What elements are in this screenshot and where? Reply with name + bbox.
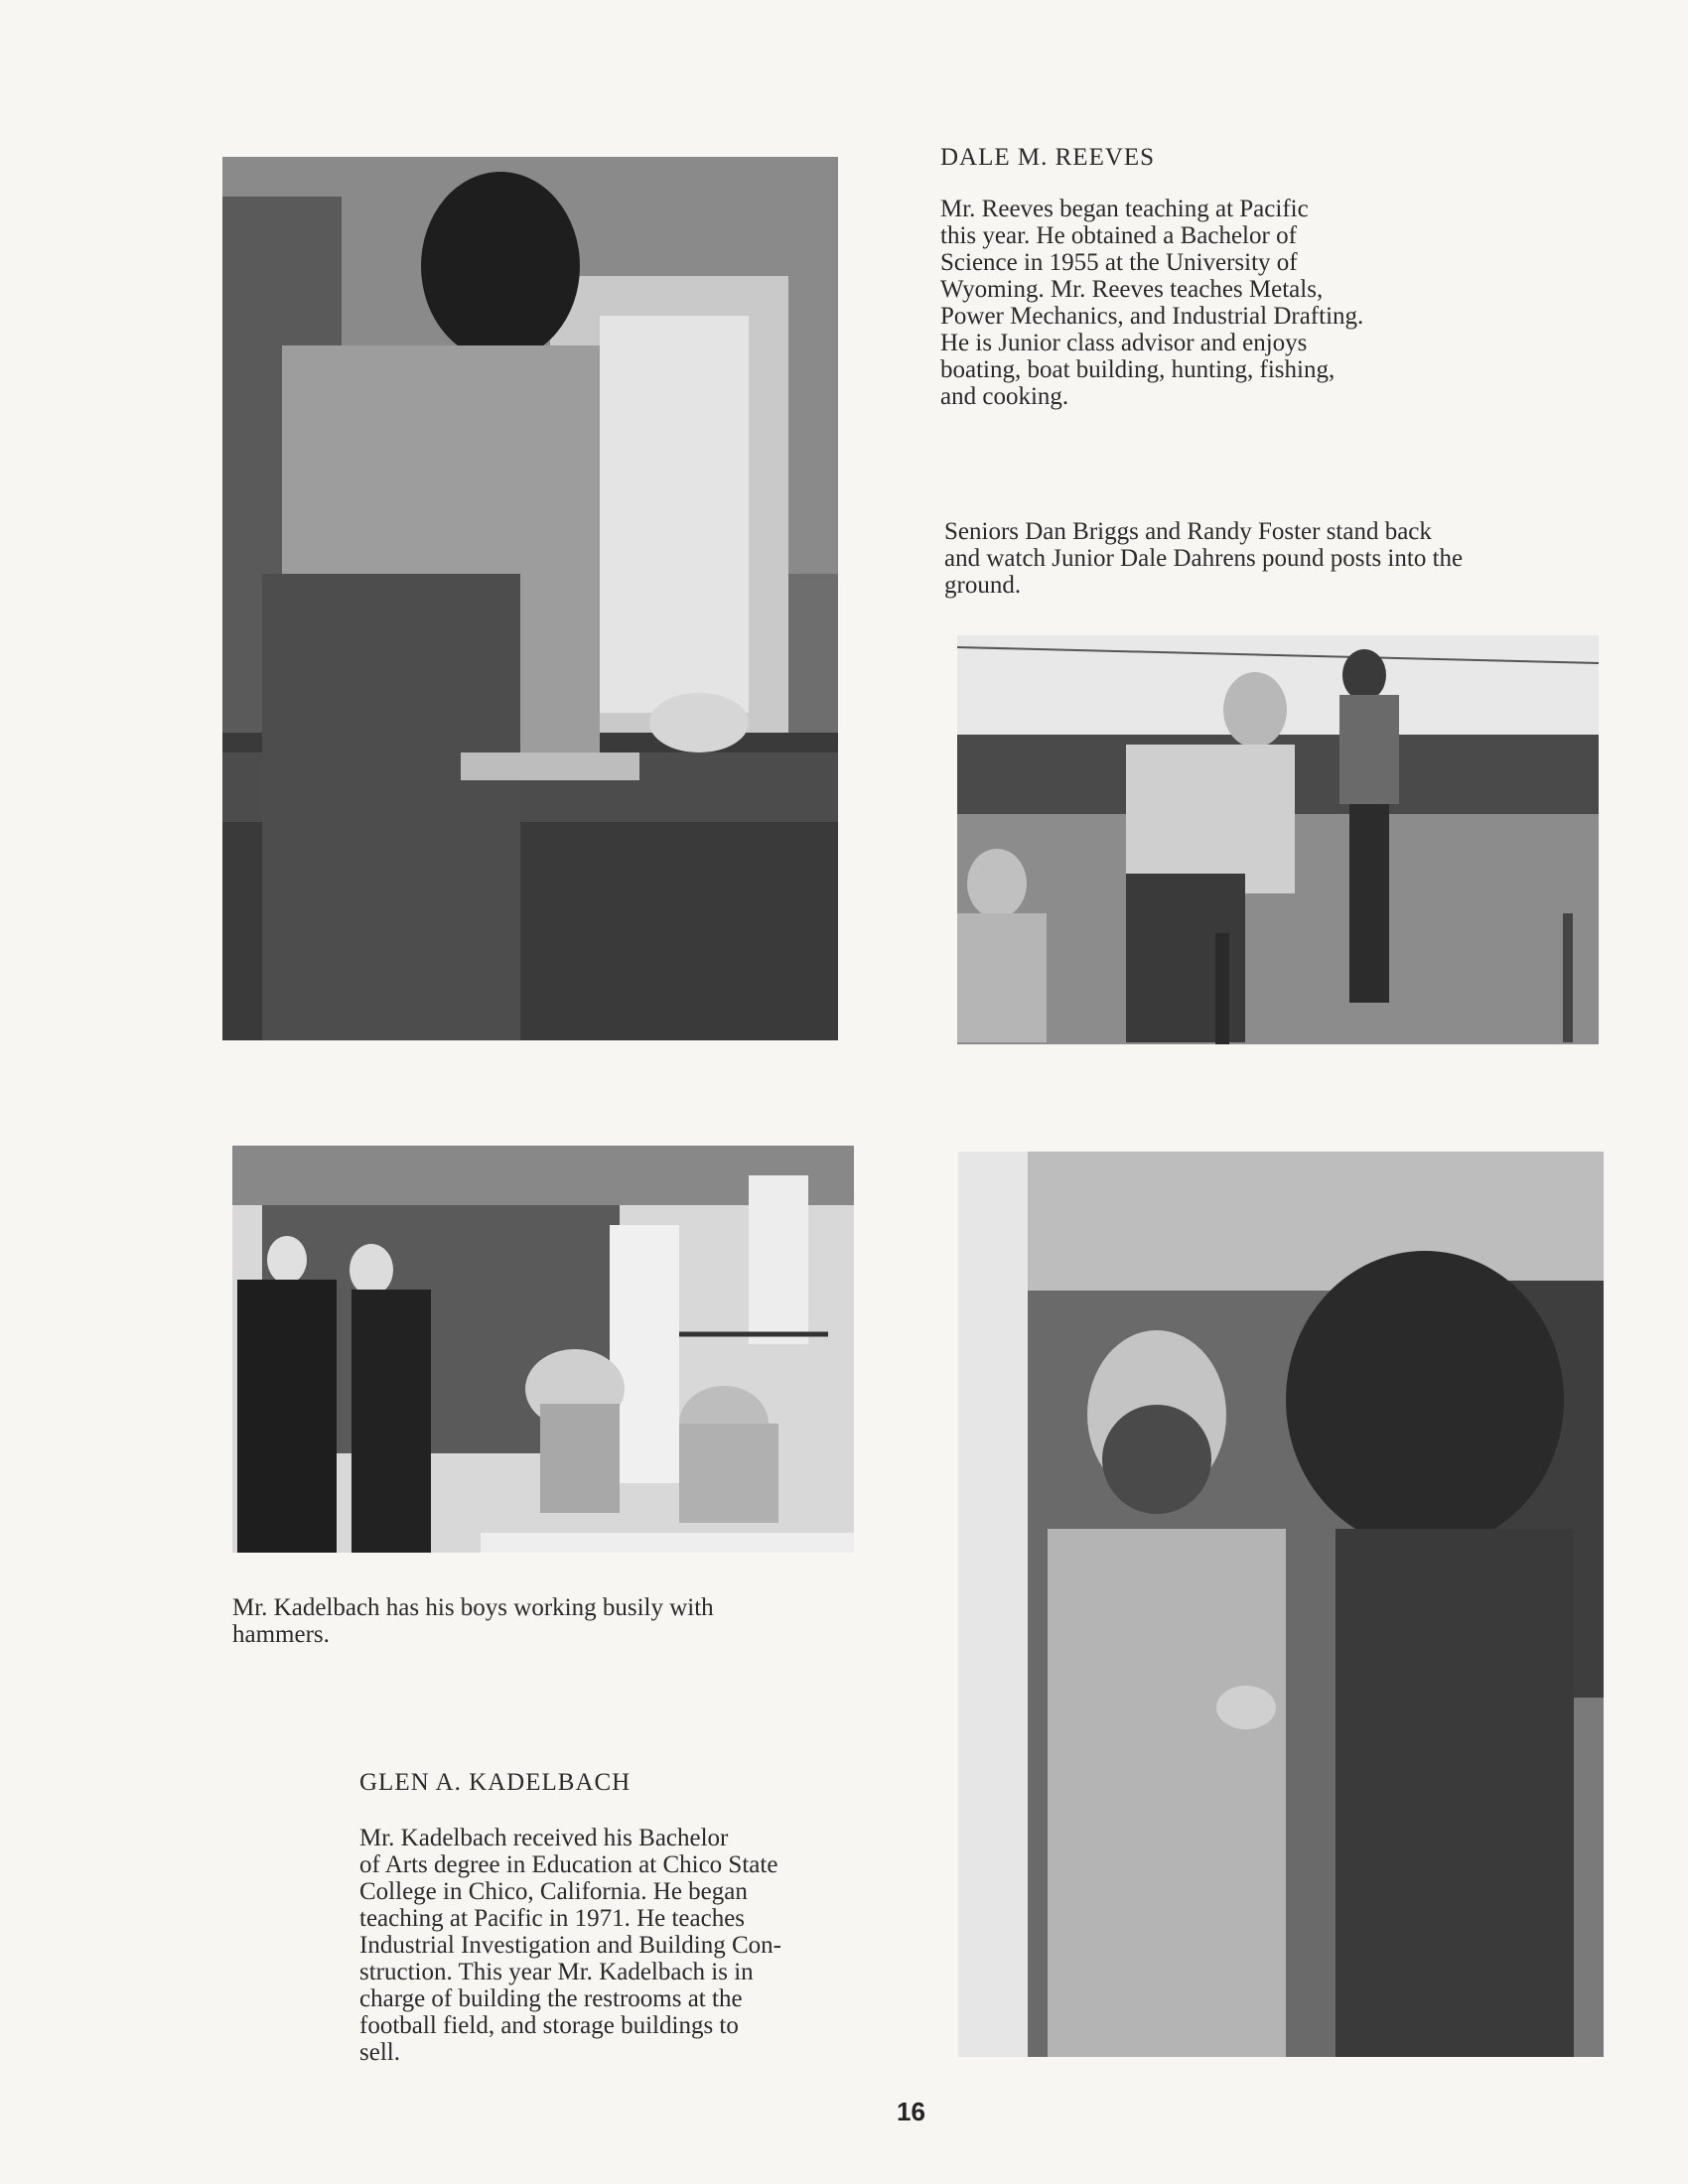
kadelbach-bio: Mr. Kadelbach received his Bachelor of Arts degree in Education at Chico State College in Chico, California. He began teaching at Pacific in 1971. He teaches Industrial Investigation and Building Con- struction. This year Mr. Kadelbach is in charge of building the restrooms at the football field, and storage buildings to sell. xyxy=(359,1825,781,2066)
photo-reeves-workbench xyxy=(222,157,838,1040)
page-number: 16 xyxy=(897,2097,925,2126)
kadelbach-heading: GLEN A. KADELBACH xyxy=(359,1769,632,1796)
photo-students-posts xyxy=(957,635,1599,1044)
posts-caption: Seniors Dan Briggs and Randy Foster stand back and watch Junior Dale Dahrens pound posts into the ground. xyxy=(944,518,1464,599)
reeves-bio: Mr. Reeves began teaching at Pacific this year. He obtained a Bachelor of Science in 1955 at the University of Wyoming. Mr. Reeves teaches Metals, Power Mechanics, and Industrial Drafting. He is Junior class advisor and enjoys boating, boat building, hunting, fishing, and cooking. xyxy=(940,196,1364,410)
photo-boys-hammers xyxy=(232,1146,854,1553)
hammers-caption: Mr. Kadelbach has his boys working busily with hammers. xyxy=(232,1594,714,1648)
reeves-heading: DALE M. REEVES xyxy=(940,144,1156,171)
photo-kadelbach-student xyxy=(958,1152,1604,2057)
